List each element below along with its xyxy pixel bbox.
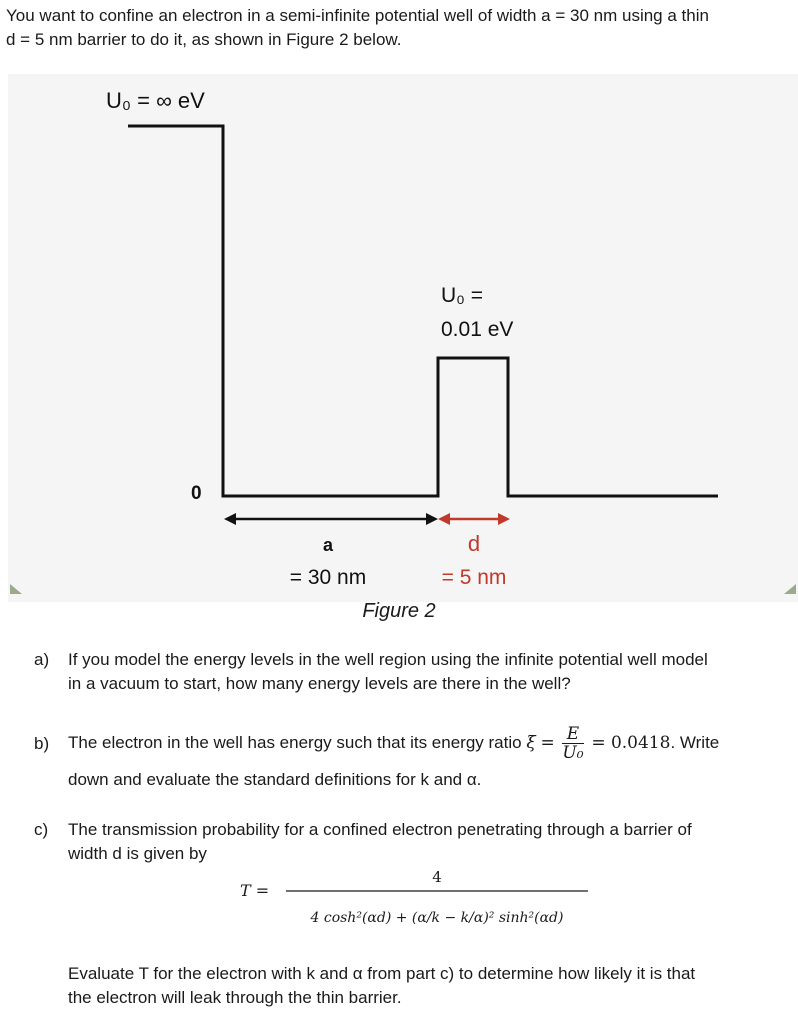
question-b-text: The electron in the well has energy such that its energy ratio [68, 733, 522, 752]
width-d-symbol: d [467, 531, 481, 556]
formula-lhs: T = [240, 881, 270, 900]
width-a-value: = 30 nm [289, 566, 367, 589]
intro-paragraph [6, 4, 792, 52]
question-c-line-1: The transmission probability for a confined electron penetrating through a barrier of [68, 820, 692, 839]
transmission-formula-graphic [238, 860, 618, 940]
origin-zero-label: 0 [191, 483, 202, 504]
closing-line-2: the electron will leak through the thin barrier. [68, 988, 402, 1007]
xi-symbol: ξ [526, 733, 536, 753]
question-b-label: b) [34, 734, 50, 753]
fraction-numerator: E [562, 725, 583, 744]
question-a-line-2: in a vacuum to start, how many energy levels are there in the well? [68, 674, 571, 693]
energy-ratio-fraction [562, 725, 583, 762]
figure-2 [8, 74, 798, 602]
question-a-line-1: If you model the energy levels in the well region using the infinite potential well model [68, 650, 708, 669]
figure-background [8, 74, 798, 602]
question-a-label: a) [34, 650, 50, 669]
question-a [34, 648, 784, 700]
potential-well-diagram [8, 74, 798, 602]
figure-caption: Figure 2 [362, 600, 436, 622]
formula-denominator: 4 cosh²(αd) + (α/k − k/α)² sinh²(αd) [310, 910, 564, 926]
energy-ratio-value: = 0.0418 [591, 733, 671, 753]
closing-line-1: Evaluate T for the electron with k and α from part c) to determine how likely it is that [68, 964, 696, 983]
question-b-write: . Write [670, 733, 720, 752]
barrier-potential-label-line1: U₀ = [441, 284, 483, 307]
question-c-label: c) [34, 820, 49, 839]
width-d-value: = 5 nm [441, 566, 507, 589]
question-b-line-2: down and evaluate the standard definitions for k and α. [68, 770, 482, 789]
intro-line-2: d = 5 nm barrier to do it, as shown in Figure 2 below. [6, 30, 402, 49]
question-b [34, 722, 784, 792]
question-c-line-2: width d is given by [68, 844, 207, 863]
barrier-potential-label-line2: 0.01 eV [441, 318, 514, 341]
infinite-potential-label: U₀ = ∞ eV [106, 88, 205, 113]
fraction-denominator: U₀ [562, 743, 584, 764]
transmission-formula [238, 860, 618, 940]
formula-numerator: 4 [432, 868, 442, 886]
intro-line-1: You want to confine an electron in a semi-infinite potential well of width a = 30 nm using a thin [6, 6, 709, 25]
equals-sign: = [540, 733, 555, 753]
width-a-symbol: a [322, 535, 334, 555]
question-c-closing [34, 962, 784, 1014]
